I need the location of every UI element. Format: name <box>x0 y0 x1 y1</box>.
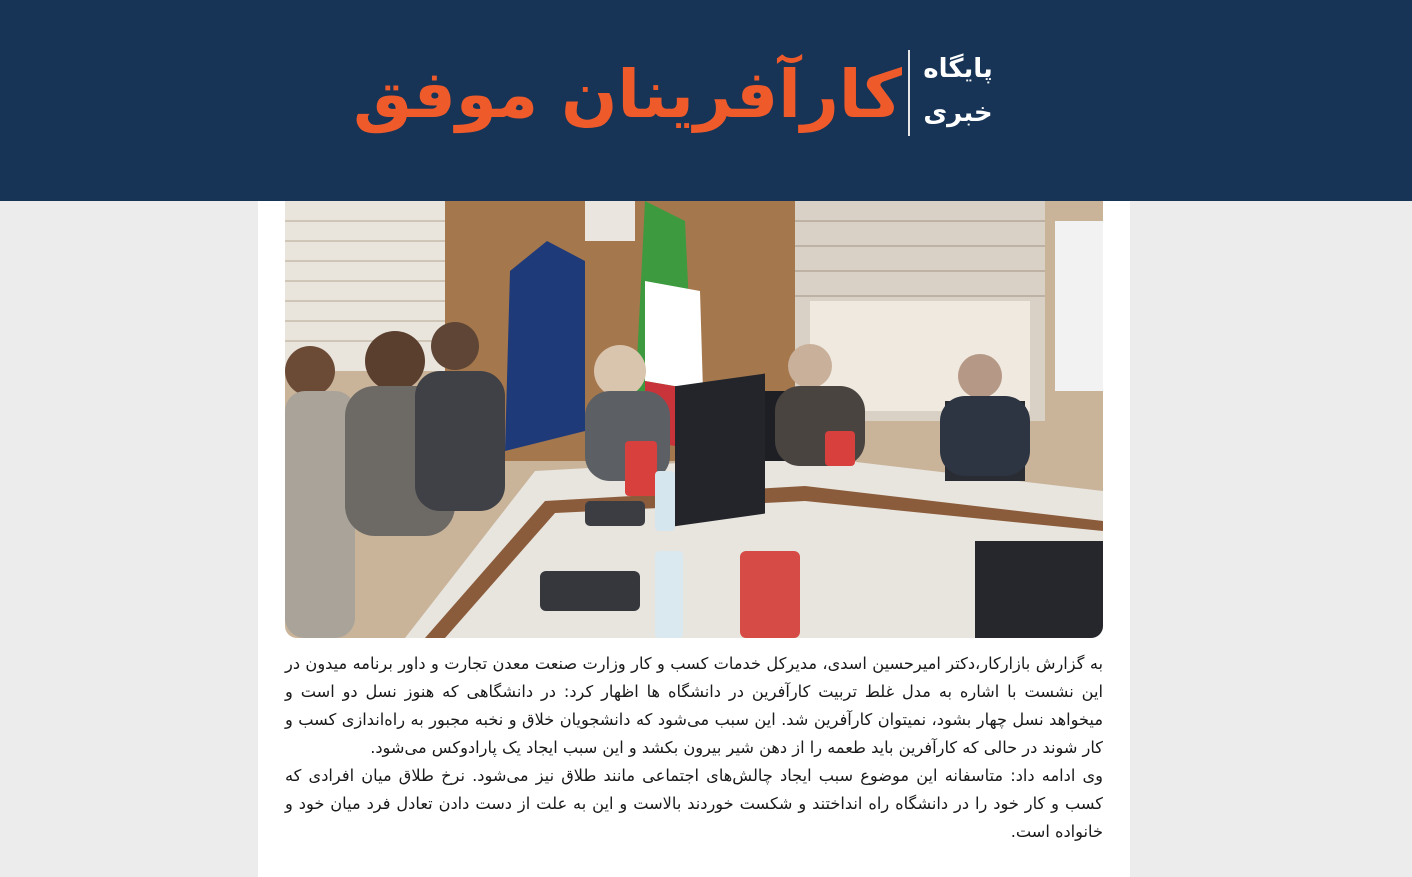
meeting-photo <box>285 201 1103 638</box>
logo-subtitle-bottom: خبری <box>923 98 993 128</box>
site-logo[interactable] <box>353 44 1000 144</box>
logo-divider <box>908 50 910 136</box>
logo-subtitle-top: پایگاه <box>923 54 993 84</box>
site-header <box>0 0 1412 201</box>
article-card <box>258 201 1130 877</box>
article-paragraph-2: وی ادامه داد: متاسفانه این موضوع سبب ایجاد چالش‌های اجتماعی مانند طلاق نیز می‌شود. نرخ طلاق میان افرادی که کسب و کار خود را در دانشگاه راه انداختند و شکست خوردند بالاست و این به علت از دست دادن تعادل فرد میان خود و خانواده است. <box>285 766 1103 841</box>
meeting-photo-illustration <box>285 201 1103 638</box>
article-body <box>285 650 1103 846</box>
article-paragraph-1: به گزارش بازارکار،دکتر امیرحسین اسدی، مدیرکل خدمات کسب و کار وزارت صنعت معدن تجارت و داور برنامه میدون در این نشست با اشاره به مدل غلط تربیت کارآفرین در دانشگاه ها اظهار کرد: در دانشگاهی که هنوز نسل دو است و میخواهد نسل چهار بشود، نمیتوان کارآفرین شد. این سبب می‌شود که دانشجویان خلاق و نخبه مجبور به راه‌اندازی کسب و کار شوند در حالی که کارآفرین باید طعمه را از دهن شیر بیرون بکشد و این سبب ایجاد یک پارادوکس می‌شود. <box>285 654 1103 757</box>
logo-title: کارآفرینان موفق <box>353 56 902 133</box>
